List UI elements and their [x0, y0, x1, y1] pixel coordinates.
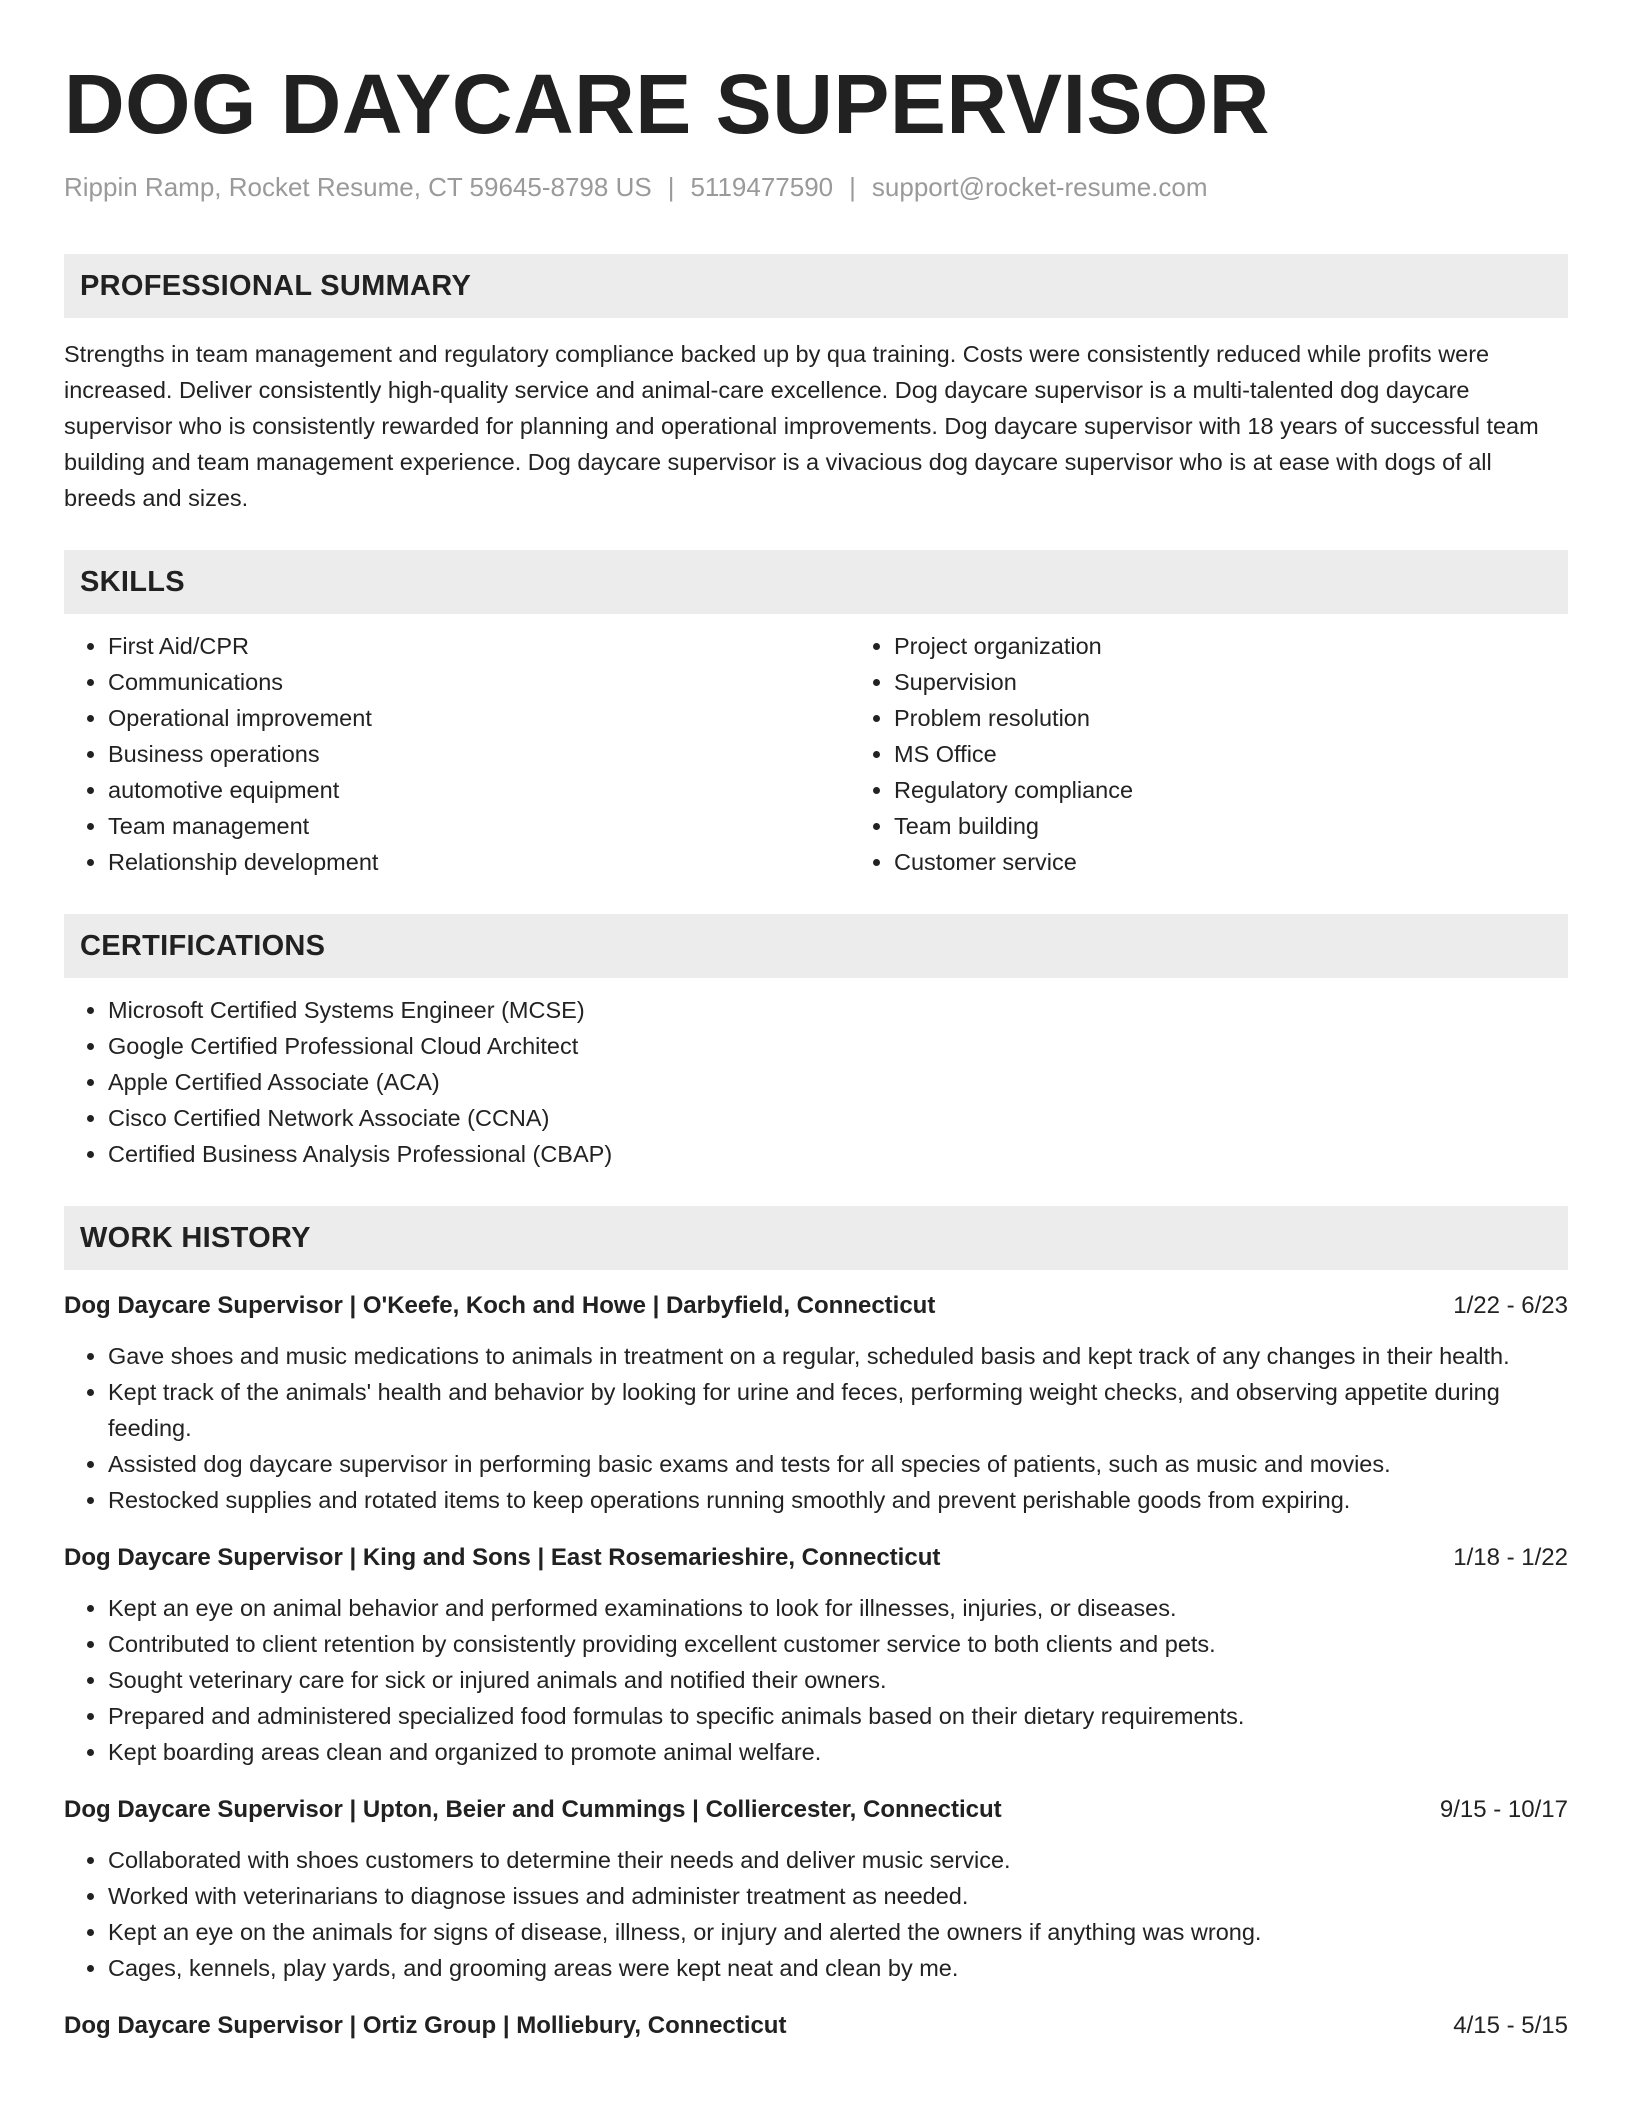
skill-item: • Supervision — [894, 664, 1632, 700]
job-bullet: • Kept an eye on the animals for signs of disease, illness, or injury and alerted the owners if anything was wrong. — [108, 1914, 1568, 1950]
job-bullet: • Kept track of the animals' health and behavior by looking for urine and feces, performing weight checks, and observing appetite during feeding. — [108, 1374, 1568, 1446]
job-bullet: • Collaborated with shoes customers to determine their needs and deliver music service. — [108, 1842, 1568, 1878]
skills-heading: SKILLS — [80, 565, 185, 598]
skill-item: • Problem resolution — [894, 700, 1632, 736]
job-title: Dog Daycare Supervisor | Ortiz Group | Molliebury, Connecticut — [64, 2012, 787, 2039]
job-bullet: • Assisted dog daycare supervisor in performing basic exams and tests for all species of patients, such as music and movies. — [108, 1446, 1568, 1482]
candidate-name: DOG DAYCARE SUPERVISOR — [64, 57, 1270, 151]
job-bullets — [64, 1590, 1568, 1770]
job-entry — [64, 1792, 1568, 1986]
job-header — [64, 1540, 1568, 1576]
skill-item: • Communications — [108, 664, 850, 700]
job-bullet: • Worked with veterinarians to diagnose issues and administer treatment as needed. — [108, 1878, 1568, 1914]
skills-list-right — [850, 628, 1632, 880]
job-dates: 1/18 - 1/22 — [1453, 1544, 1568, 1571]
skill-item: • First Aid/CPR — [108, 628, 850, 664]
skill-item: • Project organization — [894, 628, 1632, 664]
skill-item: • Team building — [894, 808, 1632, 844]
contact-line — [64, 170, 1568, 204]
contact-separator: | — [667, 172, 675, 202]
contact-address: Rippin Ramp, Rocket Resume, CT 59645-8798 US — [64, 172, 652, 202]
certification-item: • Certified Business Analysis Professional (CBAP) — [108, 1136, 1568, 1172]
skills-section-header — [64, 550, 1568, 614]
job-dates: 9/15 - 10/17 — [1439, 1796, 1568, 1823]
job-entry — [64, 1288, 1568, 1518]
certification-item: • Microsoft Certified Systems Engineer (MCSE) — [108, 992, 1568, 1028]
job-bullet: • Prepared and administered specialized food formulas to specific animals based on their dietary requirements. — [108, 1698, 1568, 1734]
job-dates: 4/15 - 5/15 — [1453, 2012, 1568, 2039]
skill-item: • Customer service — [894, 844, 1632, 880]
summary-text: Strengths in team management and regulatory compliance backed up by qua training. Costs were consistently reduced while profits were increased. Deliver consistently high-quality service and animal-care excellence. Dog daycare supervisor is a multi-talented dog daycare supervisor who is consistently rewarded for planning and operational improvements. Dog daycare supervisor with 18 years of successful team building and team management experience. Dog daycare supervisor is a vivacious dog daycare supervisor who is at ease with dogs of all breeds and sizes. — [64, 341, 1539, 511]
job-entry — [64, 2008, 1568, 2044]
certifications-section-header — [64, 914, 1568, 978]
job-bullet: • Kept an eye on animal behavior and performed examinations to look for illnesses, injuries, or diseases. — [108, 1590, 1568, 1626]
job-entry — [64, 1540, 1568, 1770]
contact-email: support@rocket-resume.com — [871, 172, 1208, 202]
skill-item: • automotive equipment — [108, 772, 850, 808]
skill-item: • Regulatory compliance — [894, 772, 1632, 808]
job-title: Dog Daycare Supervisor | King and Sons | East Rosemarieshire, Connecticut — [64, 1544, 941, 1571]
summary-heading: PROFESSIONAL SUMMARY — [80, 269, 472, 302]
job-bullets — [64, 1338, 1568, 1518]
job-title: Dog Daycare Supervisor | Upton, Beier and Cummings | Colliercester, Connecticut — [64, 1796, 1002, 1823]
job-header — [64, 1288, 1568, 1324]
summary-section-header — [64, 254, 1568, 318]
job-header — [64, 2008, 1568, 2044]
skill-item: • Team management — [108, 808, 850, 844]
job-bullet: • Sought veterinary care for sick or injured animals and notified their owners. — [108, 1662, 1568, 1698]
skill-item: • Operational improvement — [108, 700, 850, 736]
job-bullets — [64, 1842, 1568, 1986]
certification-item: • Cisco Certified Network Associate (CCNA) — [108, 1100, 1568, 1136]
job-dates: 1/22 - 6/23 — [1453, 1292, 1568, 1319]
certifications-list — [64, 992, 1568, 1172]
job-header — [64, 1792, 1568, 1828]
contact-phone: 5119477590 — [690, 172, 834, 202]
work-history-list — [64, 1288, 1568, 2044]
job-bullet: • Contributed to client retention by consistently providing excellent customer service to both clients and pets. — [108, 1626, 1568, 1662]
work-history-heading: WORK HISTORY — [80, 1221, 311, 1254]
certifications-heading: CERTIFICATIONS — [80, 929, 326, 962]
skills-grid — [64, 614, 1568, 880]
certification-item: • Google Certified Professional Cloud Architect — [108, 1028, 1568, 1064]
skill-item: • MS Office — [894, 736, 1632, 772]
work-history-section-header — [64, 1206, 1568, 1270]
contact-separator: | — [849, 172, 856, 202]
job-bullet: • Restocked supplies and rotated items to keep operations running smoothly and prevent perishable goods from expiring. — [108, 1482, 1568, 1518]
job-title: Dog Daycare Supervisor | O'Keefe, Koch and Howe | Darbyfield, Connecticut — [64, 1292, 936, 1319]
job-bullet: • Gave shoes and music medications to animals in treatment on a regular, scheduled basis and kept track of any changes in their health. — [108, 1338, 1568, 1374]
certification-item: • Apple Certified Associate (ACA) — [108, 1064, 1568, 1100]
skills-list-left — [64, 628, 850, 880]
skill-item: • Business operations — [108, 736, 850, 772]
job-bullet: • Kept boarding areas clean and organized to promote animal welfare. — [108, 1734, 1568, 1770]
job-bullet: • Cages, kennels, play yards, and grooming areas were kept neat and clean by me. — [108, 1950, 1568, 1986]
skill-item: • Relationship development — [108, 844, 850, 880]
